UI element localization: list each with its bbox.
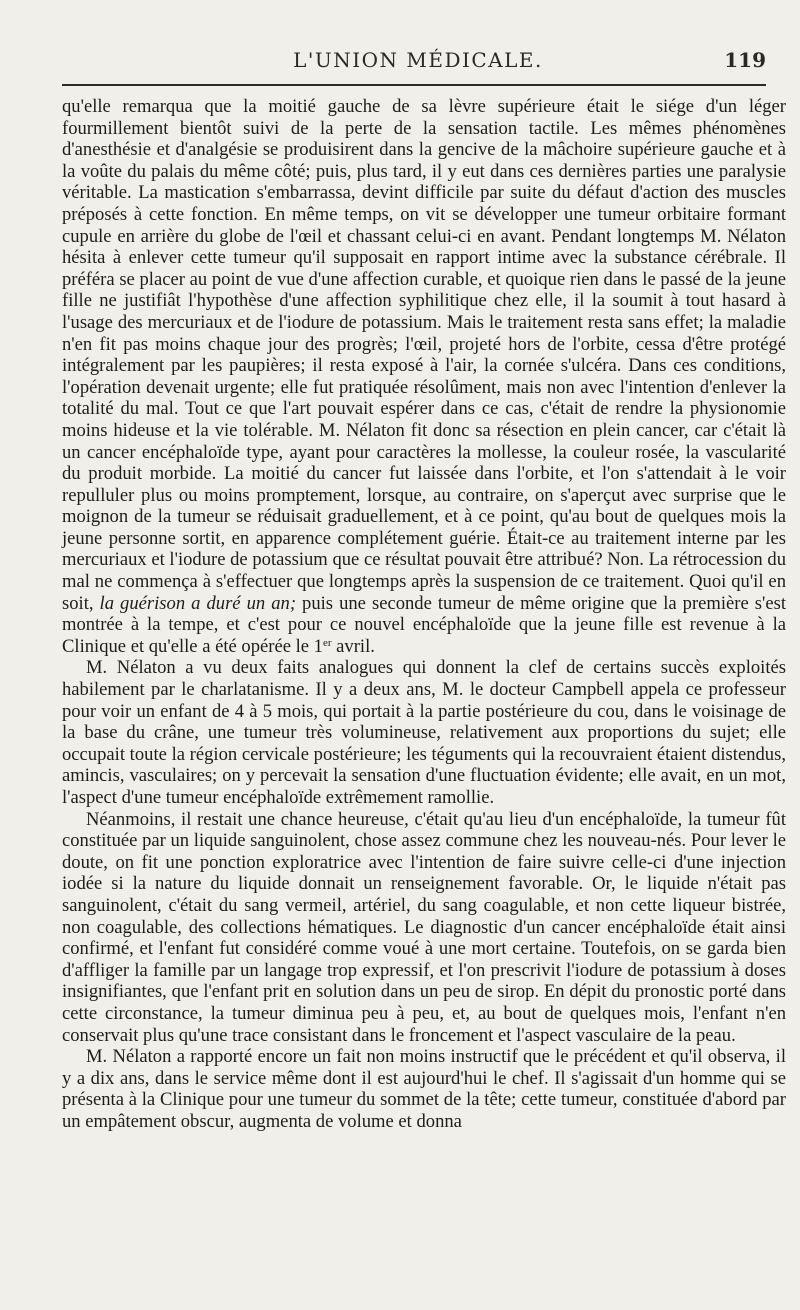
text-segment: Néanmoins, il restait une chance heureuse, c'était qu'au lieu d'un encéphaloïde, la tumeur fût constituée par un liquide sanguinolent, chose assez commune chez les nouveau-nés. Pour lever le doute, on fit une ponction exploratrice avec l'intention de faire suivre celle-ci d'une injection iodée si la nature du liquide donnait un renseignement favorable. Or, le liquide n'était pas sanguinolent, c'était du sang vermeil, artériel, du sang coagulable, et non cette liqueur bistrée, non coagulable, des collections hématiques. Le diagnostic d'un cancer encéphaloïde était ainsi confirmé, et l'enfant fut considéré comme voué à une mort certaine. Toutefois, on se garda bien d'affliger la famille par un langage trop expressif, et l'on prescrivit l'iodure de potassium à doses insignifiantes, que l'enfant prit en solution dans un peu de sirop. En dépit du pronostic porté dans cette circonstance, la tumeur diminua peu à peu, et, au bout de quelques mois, l'enfant n'en conservait plus qu'une trace consistant dans le froncement et l'aspect vasculaire de la peau.	[62, 808, 786, 1046]
page-header	[62, 0, 774, 88]
text-segment: M. Nélaton a rapporté encore un fait non moins instructif que le précédent et qu'il observa, il y a dix ans, dans le service même dont il est aujourd'hui le chef. Il s'agissait d'un homme qui se présenta à la Clinique pour une tumeur du sommet de la tête; cette tumeur, constituée d'abord par un empâtement obscur, augmenta de volume et donna	[62, 1046, 786, 1132]
text-segment: puis une seconde tumeur de même origine que la première s'est montrée à la tempe, et c'est pour ce nouvel encéphaloïde que la jeune fille est revenue à la Clinique et qu'elle a été opérée le 1	[62, 592, 786, 657]
paragraph-p2	[62, 657, 786, 808]
running-title: L'UNION MÉDICALE.	[293, 48, 543, 72]
text-segment: er	[322, 636, 332, 649]
text-segment: la guérison a duré un an;	[99, 592, 297, 614]
text-segment: qu'elle remarqua que la moitié gauche de sa lèvre supérieure était le siége d'un léger fourmillement bientôt suivi de la perte de la sensation tactile. Les mêmes phénomènes d'anesthésie et d'analgésie se produisirent dans la gencive de la mâchoire supérieure gauche et à la voûte du palais du même côté; puis, plus tard, il y eut dans ces dernières parties une paralysie véritable. La mastication s'embarrassa, devint difficile par suite du défaut d'action des muscles préposés à cette fonction. En même temps, on vit se développer une tumeur orbitaire formant cupule en arrière du globe de l'œil et chassant celui-ci en avant. Pendant longtemps M. Nélaton hésita à enlever cette tumeur qu'il supposait en rapport intime avec la substance cérébrale. Il préféra se placer au point de vue d'une affection curable, et quoique rien dans le passé de la jeune fille ne justifiât l'hypothèse d'une affection syphilitique chez elle, il la soumit à tout hasard à l'usage des mercuriaux et de l'iodure de potassium. Mais le traitement resta sans effet; la maladie n'en fit pas moins chaque jour des progrès; l'œil, projeté hors de l'orbite, cessa d'être protégé intégralement par les paupières; il resta exposé à l'air, la cornée s'ulcéra. Dans ces conditions, l'opération devenait urgente; elle fut pratiquée résolûment, mais non avec l'intention d'enlever la totalité du mal. Tout ce que l'art pouvait espérer dans ce cas, c'était de rendre la physionomie moins hideuse et la vie tolérable. M. Nélaton fit donc sa résection en plein cancer, car c'était là un cancer encéphaloïde type, ayant pour caractères la mollesse, la couleur rosée, la vascularité du produit morbide. La moitié du cancer fut laissée dans l'orbite, et l'on s'attendait à le voir repulluler plus ou moins promptement, lorsque, au contraire, on s'aperçut avec surprise que le moignon de la tumeur se réduisait graduellement, et à ce point, qu'au bout de quelques mois la jeune personne sortit, en apparence complétement guérie. Était-ce au traitement interne par les mercuriaux et l'iodure de potassium que ce résultat pouvait être attribué? Non. La rétrocession du mal ne commença à s'effectuer que longtemps après la suspension de ce traitement. Quoi qu'il en soit,	[62, 96, 786, 614]
paragraph-p1	[62, 96, 786, 657]
paragraph-p4	[62, 1046, 786, 1132]
body-text	[62, 96, 786, 1133]
page-number: 119	[724, 48, 766, 72]
text-segment: M. Nélaton a vu deux faits analogues qui donnent la clef de certains succès exploités habilement par le charlatanisme. Il y a deux ans, M. le docteur Campbell appela ce professeur pour voir un enfant de 4 à 5 mois, qui portait à la partie postérieure du cou, dans le voisinage de la base du crâne, une tumeur très volumineuse, relativement aux proportions du sujet; elle occupait toute la région cervicale postérieure; les téguments qui la recouvraient étaient distendus, amincis, vasculaires; on y percevait la sensation d'une fluctuation évidente; elle avait, en un mot, l'aspect d'une tumeur encéphaloïde extrêmement ramollie.	[62, 657, 786, 808]
text-segment: avril.	[331, 635, 375, 657]
header-rule	[62, 84, 766, 86]
paragraph-p3	[62, 809, 786, 1047]
